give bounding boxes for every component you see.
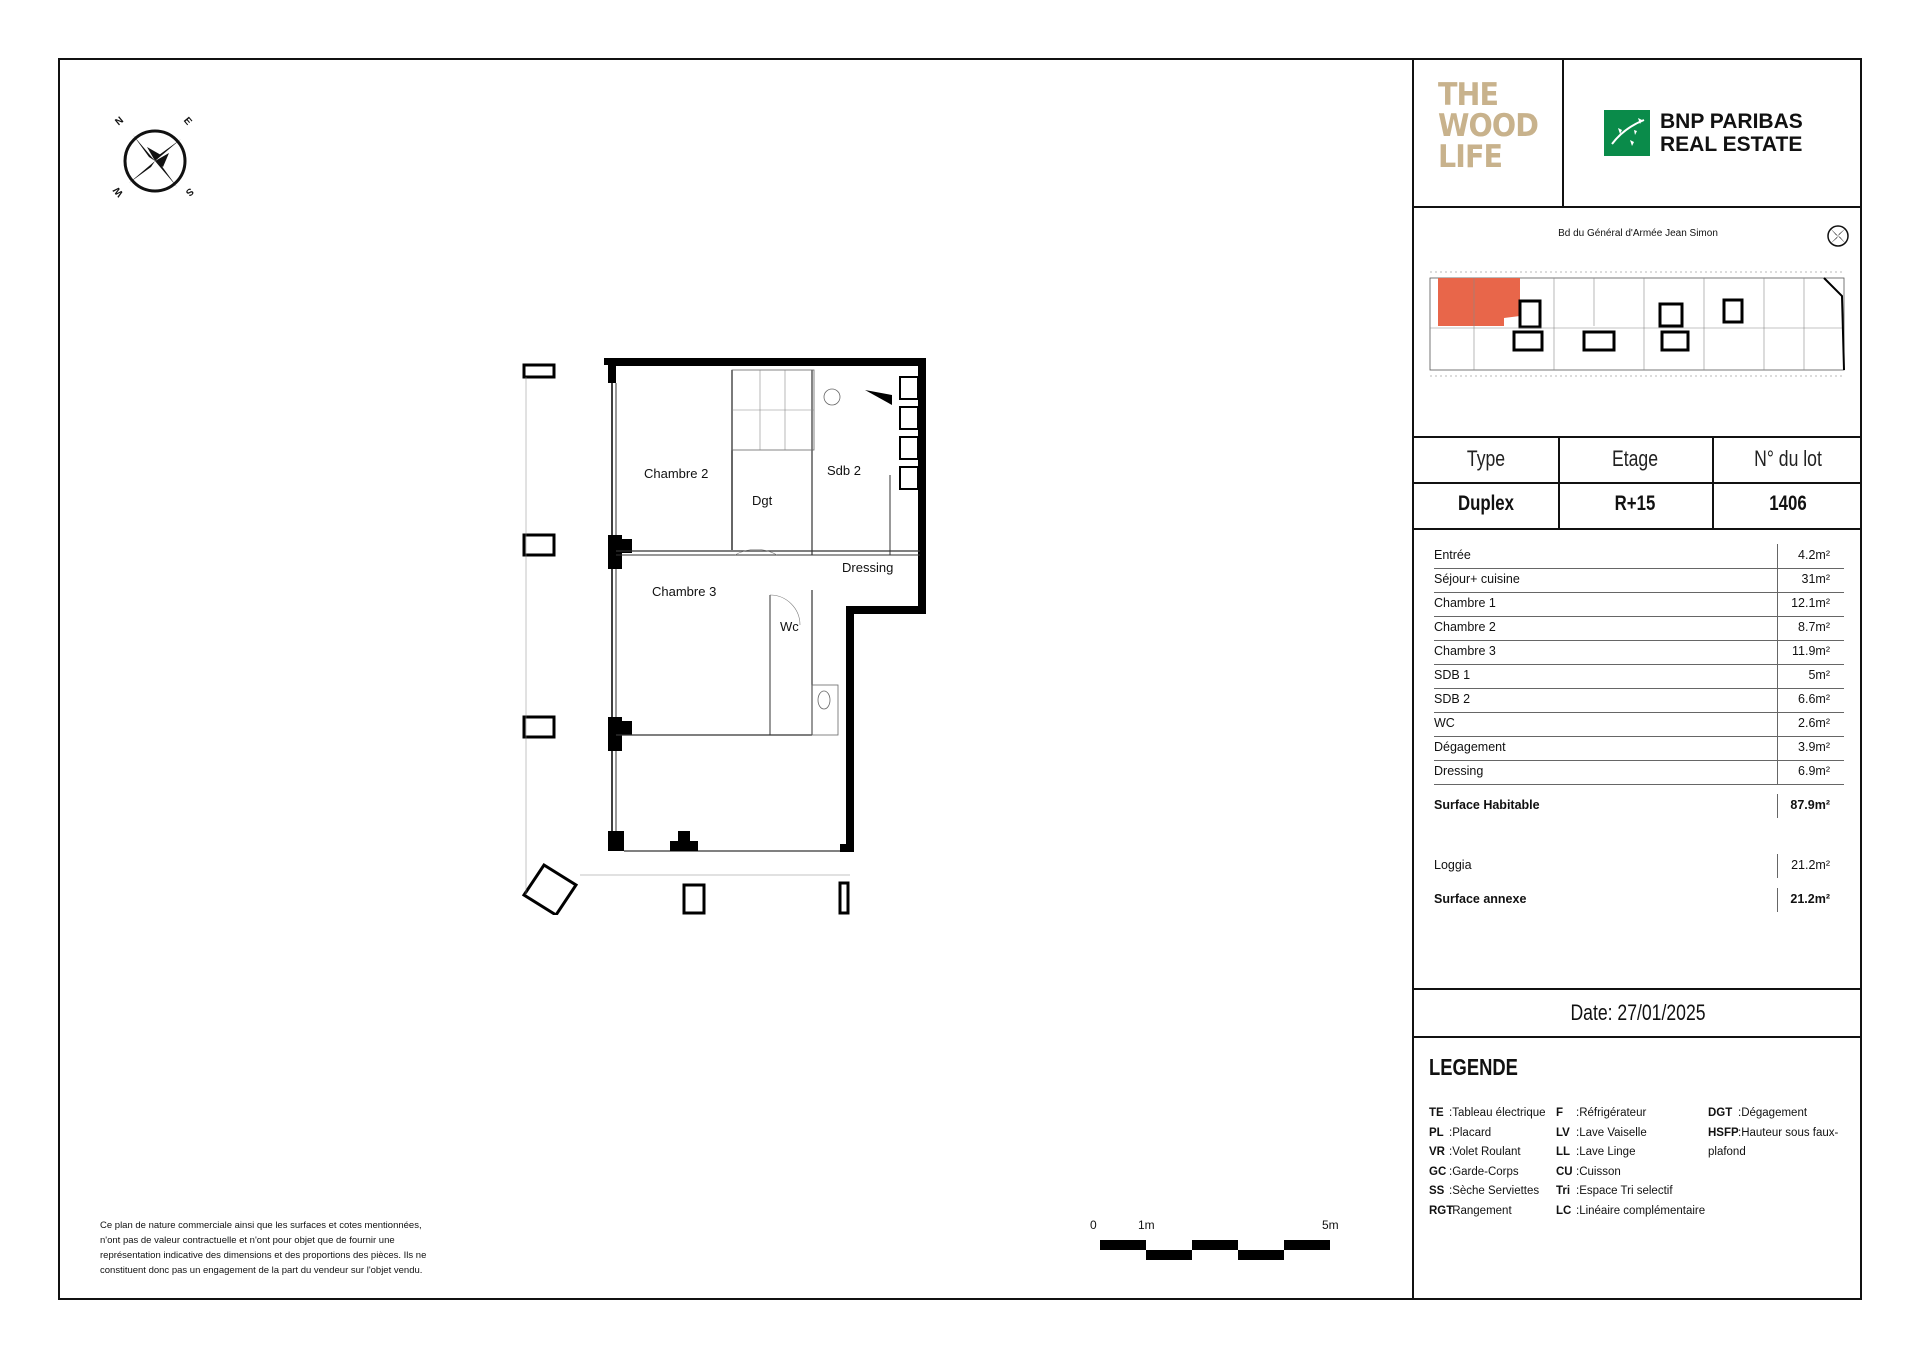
room-chambre-2: Chambre 2 [644,466,709,481]
legend-item: LL :Lave Linge [1556,1146,1636,1158]
compass-n: N [113,114,126,129]
info-panel [1412,58,1862,1300]
surface-row: Dégagement 3.9m² [1434,736,1844,761]
divider [1414,528,1862,530]
compass-s: S [183,185,196,198]
annex-row: Loggia 21.2m² [1434,854,1844,878]
room-sdb-2: Sdb 2 [827,463,861,478]
legend-item: VR :Volet Roulant [1429,1146,1521,1158]
legend-item: LC :Linéaire complémentaire [1556,1204,1706,1217]
scale-label-0: 0 [1090,1218,1097,1232]
surface-row: Chambre 2 8.7m² [1434,616,1844,641]
surface-row: Dressing 6.9m² [1434,760,1844,785]
legend-title: LEGENDE [1429,1054,1518,1080]
divider [1414,988,1862,990]
legend-item: CU :Cuisson [1556,1165,1621,1178]
divider [1414,436,1862,438]
street-name: Bd du Général d'Armée Jean Simon [1558,228,1718,239]
logo-divider [1562,58,1564,206]
scale-bar-graphic [1100,1238,1330,1264]
room-chambre-3: Chambre 3 [652,584,717,599]
header-lot: N° du lot [1754,446,1822,471]
mini-compass-icon [1824,222,1852,250]
room-dgt: Dgt [752,493,773,508]
the-wood-life-logo: THE WOOD LIFE [1438,77,1538,175]
legend-item: PL :Placard [1429,1126,1492,1139]
floor-plan-drawing [520,355,940,915]
surface-row: Chambre 1 12.1m² [1434,592,1844,617]
plan-date: Date: 27/01/2025 [1570,1000,1706,1025]
disclaimer: Ce plan de nature commerciale ainsi que les surfaces et cotes mentionnées, n'ont pas de valeur contractuelle et n'ont pour objet que de fournir une représentation indicative des dimensions et des proportions des pièces. Ils ne constituent donc pas un engagement de la part du vendeur sur l'objet vendu. [100,1220,427,1276]
bnp-paribas-logo: BNP PARIBAS REAL ESTATE [1660,110,1803,156]
bnp-star-icon [1604,110,1650,156]
legend-col-2 [1556,1104,1705,1221]
scale-label-1m: 1m [1138,1218,1155,1232]
legend-item: Tri :Espace Tri selectif [1556,1185,1673,1197]
legend-item: TE :Tableau électrique [1429,1107,1546,1119]
room-wc: Wc [780,619,799,634]
room-dressing: Dressing [842,560,894,575]
legend-item: SS :Sèche Serviettes [1429,1185,1540,1197]
scale-label-5m: 5m [1322,1218,1339,1232]
surface-row: Entrée 4.2m² [1434,544,1844,569]
legend-item: LV :Lave Vaiselle [1556,1126,1647,1139]
legend-item: F :Réfrigérateur [1556,1107,1647,1119]
value-etage: R+15 [1614,492,1656,515]
legend-col-1 [1429,1104,1546,1221]
legend-item: RGT:Rangement [1429,1204,1512,1217]
surface-row: Chambre 3 11.9m² [1434,640,1844,665]
divider [1414,482,1862,484]
surface-row: SDB 1 5m² [1434,664,1844,689]
divider [1414,1036,1862,1038]
legend-item: GC :Garde-Corps [1429,1165,1519,1178]
divider [1414,206,1862,208]
header-etage: Etage [1612,446,1658,471]
legend-item: DGT :Dégagement [1708,1107,1808,1119]
compass-w: W [111,184,126,199]
legend-item: HSFP:Hauteur sous faux-plafond [1708,1126,1839,1158]
surface-annexe-row: Surface annexe 21.2m² [1434,888,1844,912]
header-type: Type [1466,446,1506,471]
value-lot: 1406 [1769,492,1807,515]
floor-plan [520,355,940,915]
legend-col-3 [1708,1104,1862,1163]
surface-row: SDB 2 6.6m² [1434,688,1844,713]
compass-rose [111,114,198,204]
value-type: Duplex [1457,492,1514,515]
surface-row: Séjour+ cuisine 31m² [1434,568,1844,593]
site-plan-drawing [1424,256,1854,386]
surface-row: WC 2.6m² [1434,712,1844,737]
compass-e: E [180,115,194,128]
surface-habitable-row: Surface Habitable 87.9m² [1434,794,1844,818]
